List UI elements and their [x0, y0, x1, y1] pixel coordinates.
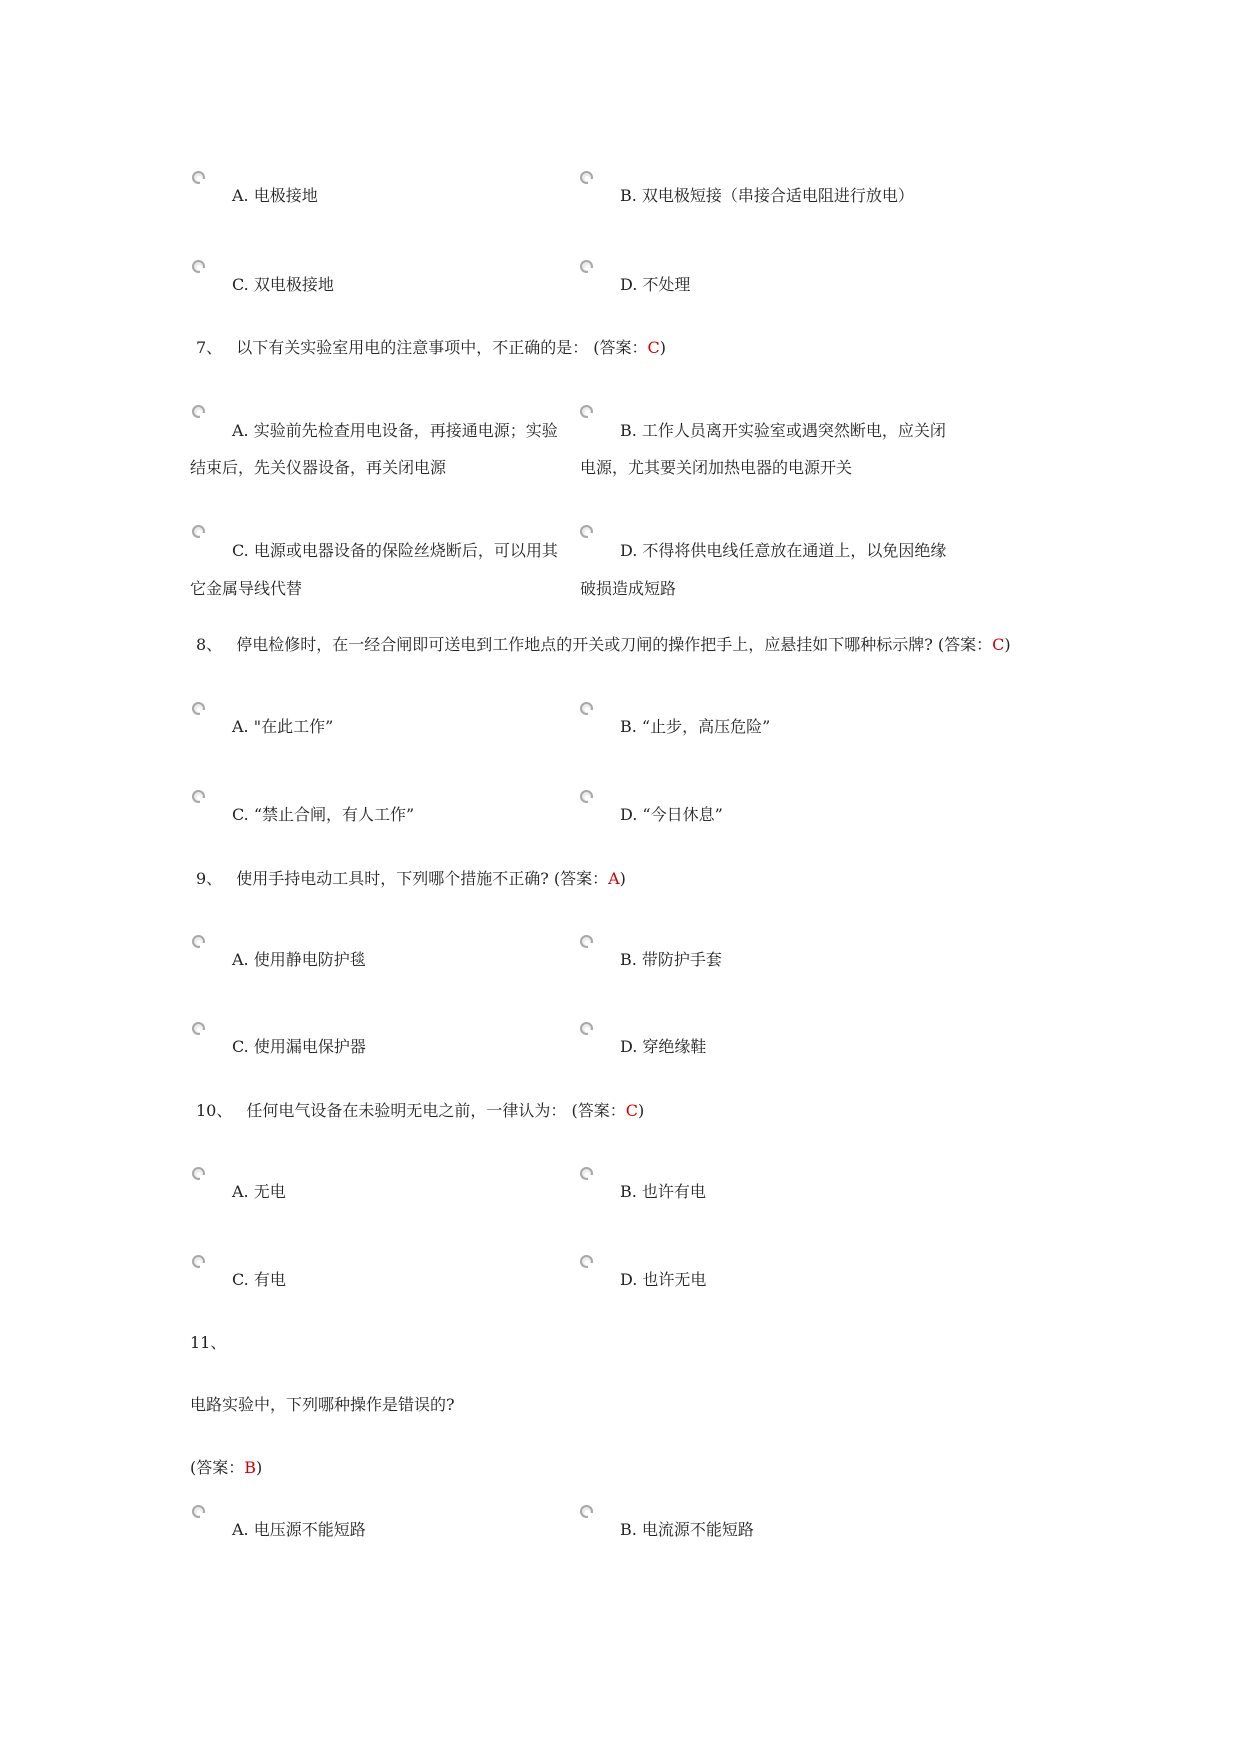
option-q9-c: C. 使用漏电保护器 — [232, 1037, 366, 1056]
question-number: 10、 — [196, 1101, 233, 1120]
radio-q8-d[interactable] — [580, 790, 593, 803]
radio-q11-a[interactable] — [192, 1505, 205, 1518]
answer-letter: C — [625, 1101, 638, 1120]
radio-q9-b[interactable] — [580, 935, 593, 948]
question-11-answer — [190, 1455, 262, 1478]
question-text: 任何电气设备在未验明无电之前，一律认为： (答案： — [246, 1101, 626, 1120]
radio-q7-d[interactable] — [580, 525, 593, 538]
question-11-number: 11、 — [190, 1333, 227, 1352]
radio-prev-d[interactable] — [580, 260, 593, 273]
radio-q10-d[interactable] — [580, 1255, 593, 1268]
answer-label: (答案： — [190, 1458, 245, 1477]
answer-close: ) — [659, 338, 667, 357]
option-q7-b-line2: 电源，尤其要关闭加热电器的电源开关 — [580, 458, 853, 477]
option-q10-b: B. 也许有电 — [620, 1182, 706, 1201]
question-number: 8、 — [196, 635, 223, 654]
answer-letter: C — [647, 338, 660, 357]
answer-letter: A — [608, 869, 620, 888]
option-q9-b: B. 带防护手套 — [620, 950, 722, 969]
radio-q8-b[interactable] — [580, 702, 593, 715]
question-9 — [196, 866, 626, 889]
option-q10-d: D. 也许无电 — [620, 1270, 707, 1289]
radio-q7-b[interactable] — [580, 405, 593, 418]
question-number: 9、 — [196, 869, 223, 888]
question-number: 7、 — [196, 338, 223, 357]
question-text: 停电检修时，在一经合闸即可送电到工作地点的开关或刀闸的操作把手上，应悬挂如下哪种标示牌? (答案： — [236, 635, 993, 654]
option-prev-c: C. 双电极接地 — [232, 275, 334, 294]
answer-close: ) — [256, 1458, 263, 1477]
option-q7-c-line2: 它金属导线代替 — [190, 579, 303, 598]
question-7 — [196, 335, 666, 358]
option-q11-b: B. 电流源不能短路 — [620, 1520, 754, 1539]
option-prev-a: A. 电极接地 — [232, 186, 318, 205]
answer-close: ) — [637, 1101, 645, 1120]
radio-q8-c[interactable] — [192, 790, 205, 803]
radio-q9-d[interactable] — [580, 1022, 593, 1035]
radio-q9-a[interactable] — [192, 935, 205, 948]
option-q8-c: C. “禁止合闸，有人工作” — [232, 805, 415, 824]
answer-close: ) — [1004, 635, 1011, 654]
radio-prev-b[interactable] — [580, 171, 593, 184]
option-q9-d: D. 穿绝缘鞋 — [620, 1037, 707, 1056]
option-q10-c: C. 有电 — [232, 1270, 286, 1289]
option-q7-b-line1: B. 工作人员离开实验室或遇突然断电，应关闭 — [620, 421, 946, 440]
question-11-text: 电路实验中，下列哪种操作是错误的? — [190, 1395, 455, 1414]
radio-q10-b[interactable] — [580, 1167, 593, 1180]
answer-close: ) — [619, 869, 626, 888]
option-q7-d-line1: D. 不得将供电线任意放在通道上，以免因绝缘 — [620, 541, 947, 560]
radio-q9-c[interactable] — [192, 1022, 205, 1035]
option-q7-a-line1: A. 实验前先检查用电设备，再接通电源；实验 — [232, 421, 558, 440]
radio-q10-c[interactable] — [192, 1255, 205, 1268]
option-q8-a: A. "在此工作” — [232, 717, 334, 736]
option-q7-a-line2: 结束后，先关仪器设备，再关闭电源 — [190, 458, 447, 477]
radio-prev-c[interactable] — [192, 260, 205, 273]
answer-letter: C — [992, 635, 1005, 654]
option-prev-d: D. 不处理 — [620, 275, 691, 294]
option-q10-a: A. 无电 — [232, 1182, 286, 1201]
radio-prev-a[interactable] — [192, 171, 205, 184]
question-10 — [196, 1098, 644, 1121]
answer-letter: B — [244, 1458, 257, 1477]
option-q7-d-line2: 破损造成短路 — [580, 579, 677, 598]
option-q11-a: A. 电压源不能短路 — [232, 1520, 366, 1539]
option-q7-c-line1: C. 电源或电器设备的保险丝烧断后，可以用其 — [232, 541, 558, 560]
radio-q10-a[interactable] — [192, 1167, 205, 1180]
question-text: 使用手持电动工具时，下列哪个措施不正确? (答案： — [236, 869, 609, 888]
option-q8-b: B. “止步，高压危险” — [620, 717, 771, 736]
radio-q11-b[interactable] — [580, 1505, 593, 1518]
radio-q8-a[interactable] — [192, 702, 205, 715]
radio-q7-c[interactable] — [192, 525, 205, 538]
option-prev-b: B. 双电极短接（串接合适电阻进行放电） — [620, 186, 914, 205]
radio-q7-a[interactable] — [192, 405, 205, 418]
option-q8-d: D. “今日休息” — [620, 805, 723, 824]
question-8 — [196, 632, 1011, 655]
question-text: 以下有关实验室用电的注意事项中，不正确的是： (答案： — [236, 338, 648, 357]
option-q9-a: A. 使用静电防护毯 — [232, 950, 366, 969]
